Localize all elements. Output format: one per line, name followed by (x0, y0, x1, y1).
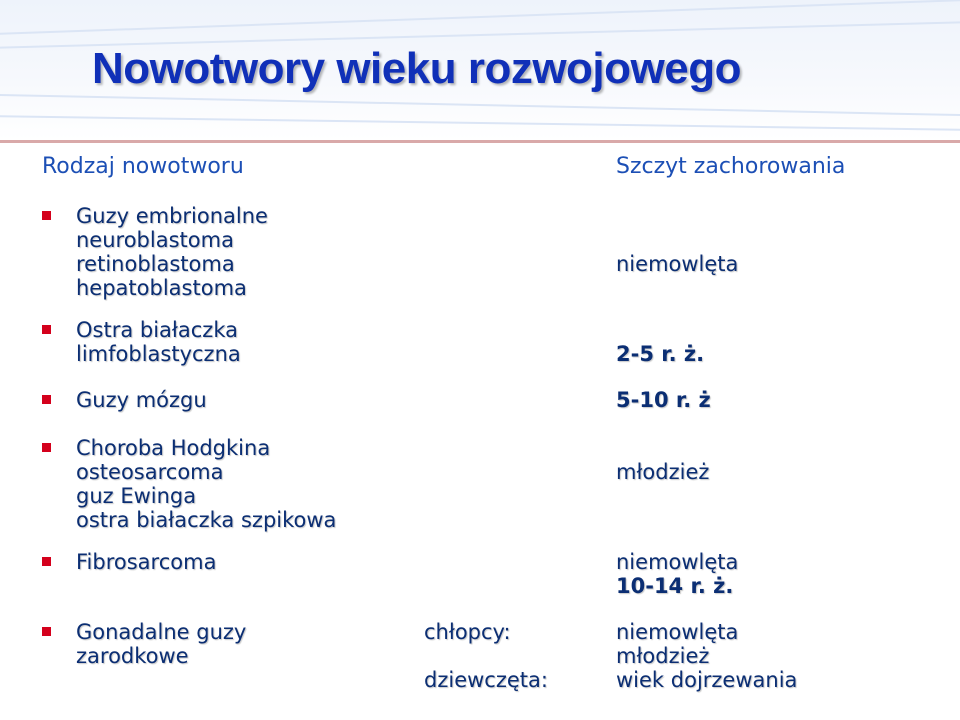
bullet-icon (42, 443, 51, 452)
item-label: limfoblastyczna (76, 342, 241, 366)
item-label: Gonadalne guzy (76, 620, 247, 644)
header-tumor-type: Rodzaj nowotworu (42, 154, 244, 179)
peak-value: niemowlęta (616, 252, 739, 276)
group-label-boys: chłopcy: (424, 620, 511, 644)
bullet-icon (42, 627, 51, 636)
item-subtype: guz Ewinga (76, 484, 197, 508)
item-label: Fibrosarcoma (76, 550, 217, 574)
item-subtype: retinoblastoma (76, 252, 235, 276)
peak-value: młodzież (616, 460, 710, 484)
item-subtype: osteosarcoma (76, 460, 224, 484)
peak-value: niemowlęta (616, 620, 739, 644)
peak-value: niemowlęta (616, 550, 739, 574)
page-title: Nowotwory wieku rozwojowego (92, 44, 741, 93)
item-label: Ostra białaczka (76, 318, 238, 342)
peak-value: 5-10 r. ż (616, 388, 711, 412)
item-label: Choroba Hodgkina (76, 436, 271, 460)
bullet-icon (42, 557, 51, 566)
item-subtype: neuroblastoma (76, 228, 234, 252)
peak-value: młodzież (616, 644, 710, 668)
item-label: Guzy mózgu (76, 388, 207, 412)
peak-value: 10-14 r. ż. (616, 574, 734, 598)
peak-value: 2-5 r. ż. (616, 342, 705, 366)
item-subtype: ostra białaczka szpikowa (76, 508, 337, 532)
peak-value: wiek dojrzewania (616, 668, 798, 692)
bullet-icon (42, 325, 51, 334)
item-label: Guzy embrionalne (76, 204, 268, 228)
group-label-girls: dziewczęta: (424, 668, 548, 692)
bullet-icon (42, 395, 51, 404)
item-label: zarodkowe (76, 644, 189, 668)
title-divider (0, 140, 960, 143)
bullet-icon (42, 211, 51, 220)
item-subtype: hepatoblastoma (76, 276, 247, 300)
header-peak-incidence: Szczyt zachorowania (616, 154, 846, 179)
